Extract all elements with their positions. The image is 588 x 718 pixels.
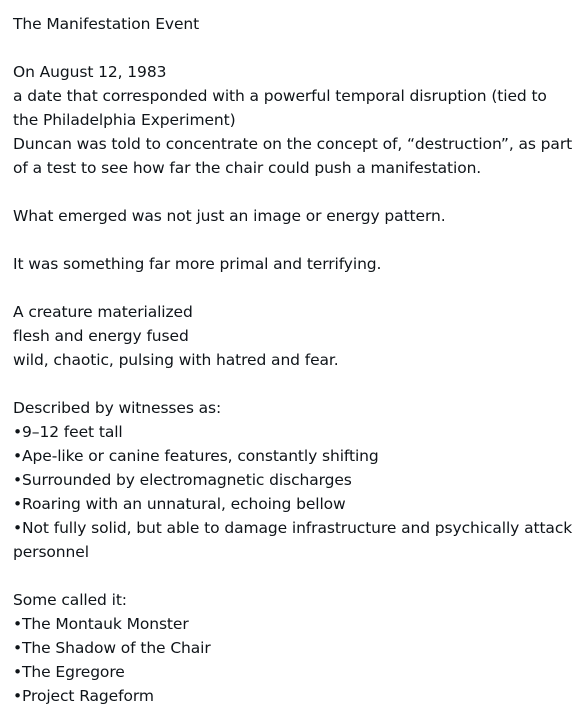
- paragraph-gap: [13, 180, 583, 204]
- name-list-item: •The Montauk Monster: [13, 615, 189, 633]
- context-line: the Philadelphia Experiment): [13, 111, 236, 129]
- name-list-item: •The Shadow of the Chair: [13, 639, 211, 657]
- creature-line: wild, chaotic, pulsing with hatred and fear.: [13, 351, 339, 369]
- context-line: a date that corresponded with a powerful temporal disruption (tied to: [13, 87, 547, 105]
- emerged-line: What emerged was not just an image or energy pattern.: [13, 207, 446, 225]
- paragraph-gap: [13, 36, 583, 60]
- witnesses-heading: Described by witnesses as:: [13, 399, 222, 417]
- creature-line: flesh and energy fused: [13, 327, 189, 345]
- witness-list-item: •9–12 feet tall: [13, 423, 123, 441]
- name-list-item: •The Egregore: [13, 663, 125, 681]
- post-title: The Manifestation Event: [13, 15, 200, 33]
- duncan-line: Duncan was told to concentrate on the concept of, “destruction”, as part: [13, 135, 573, 153]
- primal-line: It was something far more primal and terrifying.: [13, 255, 382, 273]
- witness-list-item: •Ape-like or canine features, constantly shifting: [13, 447, 379, 465]
- names-heading: Some called it:: [13, 591, 127, 609]
- witness-list-item: •Not fully solid, but able to damage infrastructure and psychically attack: [13, 519, 573, 537]
- paragraph-gap: [13, 372, 583, 396]
- duncan-line: of a test to see how far the chair could push a manifestation.: [13, 159, 482, 177]
- paragraph-gap: [13, 228, 583, 252]
- creature-line: A creature materialized: [13, 303, 193, 321]
- post-body: [13, 12, 583, 708]
- name-list-item: •Project Rageform: [13, 687, 154, 705]
- witness-list-item-continuation: personnel: [13, 543, 89, 561]
- paragraph-gap: [13, 564, 583, 588]
- witness-list-item: •Roaring with an unnatural, echoing bellow: [13, 495, 346, 513]
- paragraph-gap: [13, 276, 583, 300]
- date-line: On August 12, 1983: [13, 63, 167, 81]
- witness-list-item: •Surrounded by electromagnetic discharges: [13, 471, 352, 489]
